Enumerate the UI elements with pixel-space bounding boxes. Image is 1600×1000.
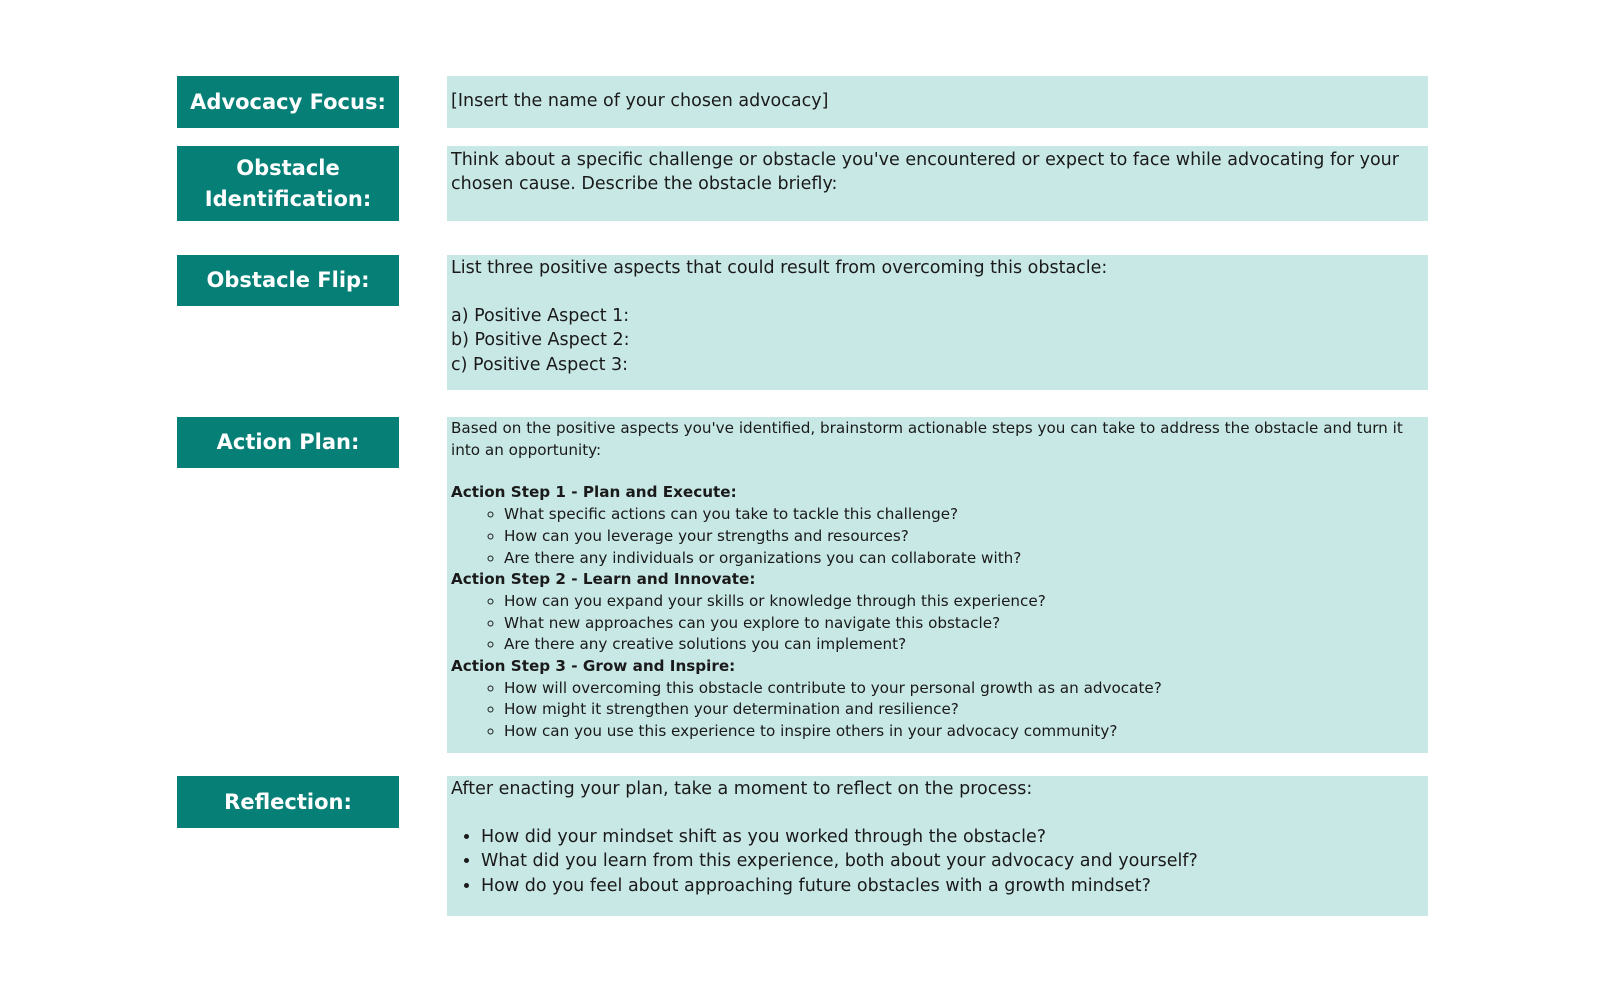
obstacle-flip-label: Obstacle Flip: — [177, 255, 399, 306]
obstacle-identification-label: Obstacle Identification: — [177, 146, 399, 221]
list-item: • How did your mindset shift as you worked through the obstacle? — [481, 825, 1424, 849]
positive-aspect-1: a) Positive Aspect 1: — [451, 306, 630, 327]
action-step-1-list — [451, 504, 1424, 569]
list-item: ◦ How can you use this experience to inspire others in your advocacy community? — [504, 721, 1424, 743]
list-item: • How do you feel about approaching future obstacles with a growth mindset? — [481, 874, 1424, 898]
list-item: ◦ How might it strengthen your determination and resilience? — [504, 699, 1424, 721]
reflection-intro: After enacting your plan, take a moment to reflect on the process: — [451, 779, 1033, 799]
reflection-field[interactable] — [447, 776, 1428, 916]
reflection-label: Reflection: — [177, 776, 399, 828]
obstacle-flip-field[interactable] — [447, 255, 1428, 390]
action-step-3-title: Action Step 3 - Grow and Inspire: — [451, 657, 736, 676]
list-item: ◦ Are there any creative solutions you can implement? — [504, 634, 1424, 656]
list-item: ◦ Are there any individuals or organizations you can collaborate with? — [504, 548, 1424, 570]
list-item: ◦ How can you leverage your strengths and resources? — [504, 526, 1424, 548]
advocacy-focus-label: Advocacy Focus: — [177, 76, 399, 128]
positive-aspect-3: c) Positive Aspect 3: — [451, 354, 629, 375]
action-step-2-list — [451, 591, 1424, 656]
list-item: ◦ What new approaches can you explore to navigate this obstacle? — [504, 613, 1424, 635]
obstacle-flip-intro: List three positive aspects that could result from overcoming this obstacle: — [451, 258, 1108, 278]
positive-aspect-2: b) Positive Aspect 2: — [451, 330, 630, 351]
obstacle-identification-text: Think about a specific challenge or obstacle you've encountered or expect to face while advocating for your chosen cause. Describe the obstacle briefly: — [451, 150, 1399, 195]
advocacy-focus-text: [Insert the name of your chosen advocacy] — [451, 91, 829, 111]
action-plan-intro: Based on the positive aspects you've identified, brainstorm actionable steps you can take to address the obstacle and turn it into an opportunity: — [451, 419, 1403, 459]
action-step-3-list — [451, 678, 1424, 743]
reflection-list — [451, 825, 1424, 898]
action-step-2-title: Action Step 2 - Learn and Innovate: — [451, 570, 756, 589]
action-plan-field[interactable] — [447, 417, 1428, 753]
list-item: ◦ How can you expand your skills or knowledge through this experience? — [504, 591, 1424, 613]
list-item: ◦ How will overcoming this obstacle contribute to your personal growth as an advocate? — [504, 678, 1424, 700]
advocacy-focus-field[interactable] — [447, 76, 1428, 128]
obstacle-identification-field[interactable] — [447, 146, 1428, 221]
action-plan-label: Action Plan: — [177, 417, 399, 468]
list-item: • What did you learn from this experience, both about your advocacy and yourself? — [481, 849, 1424, 873]
action-step-1-title: Action Step 1 - Plan and Execute: — [451, 483, 737, 502]
list-item: ◦ What specific actions can you take to tackle this challenge? — [504, 504, 1424, 526]
